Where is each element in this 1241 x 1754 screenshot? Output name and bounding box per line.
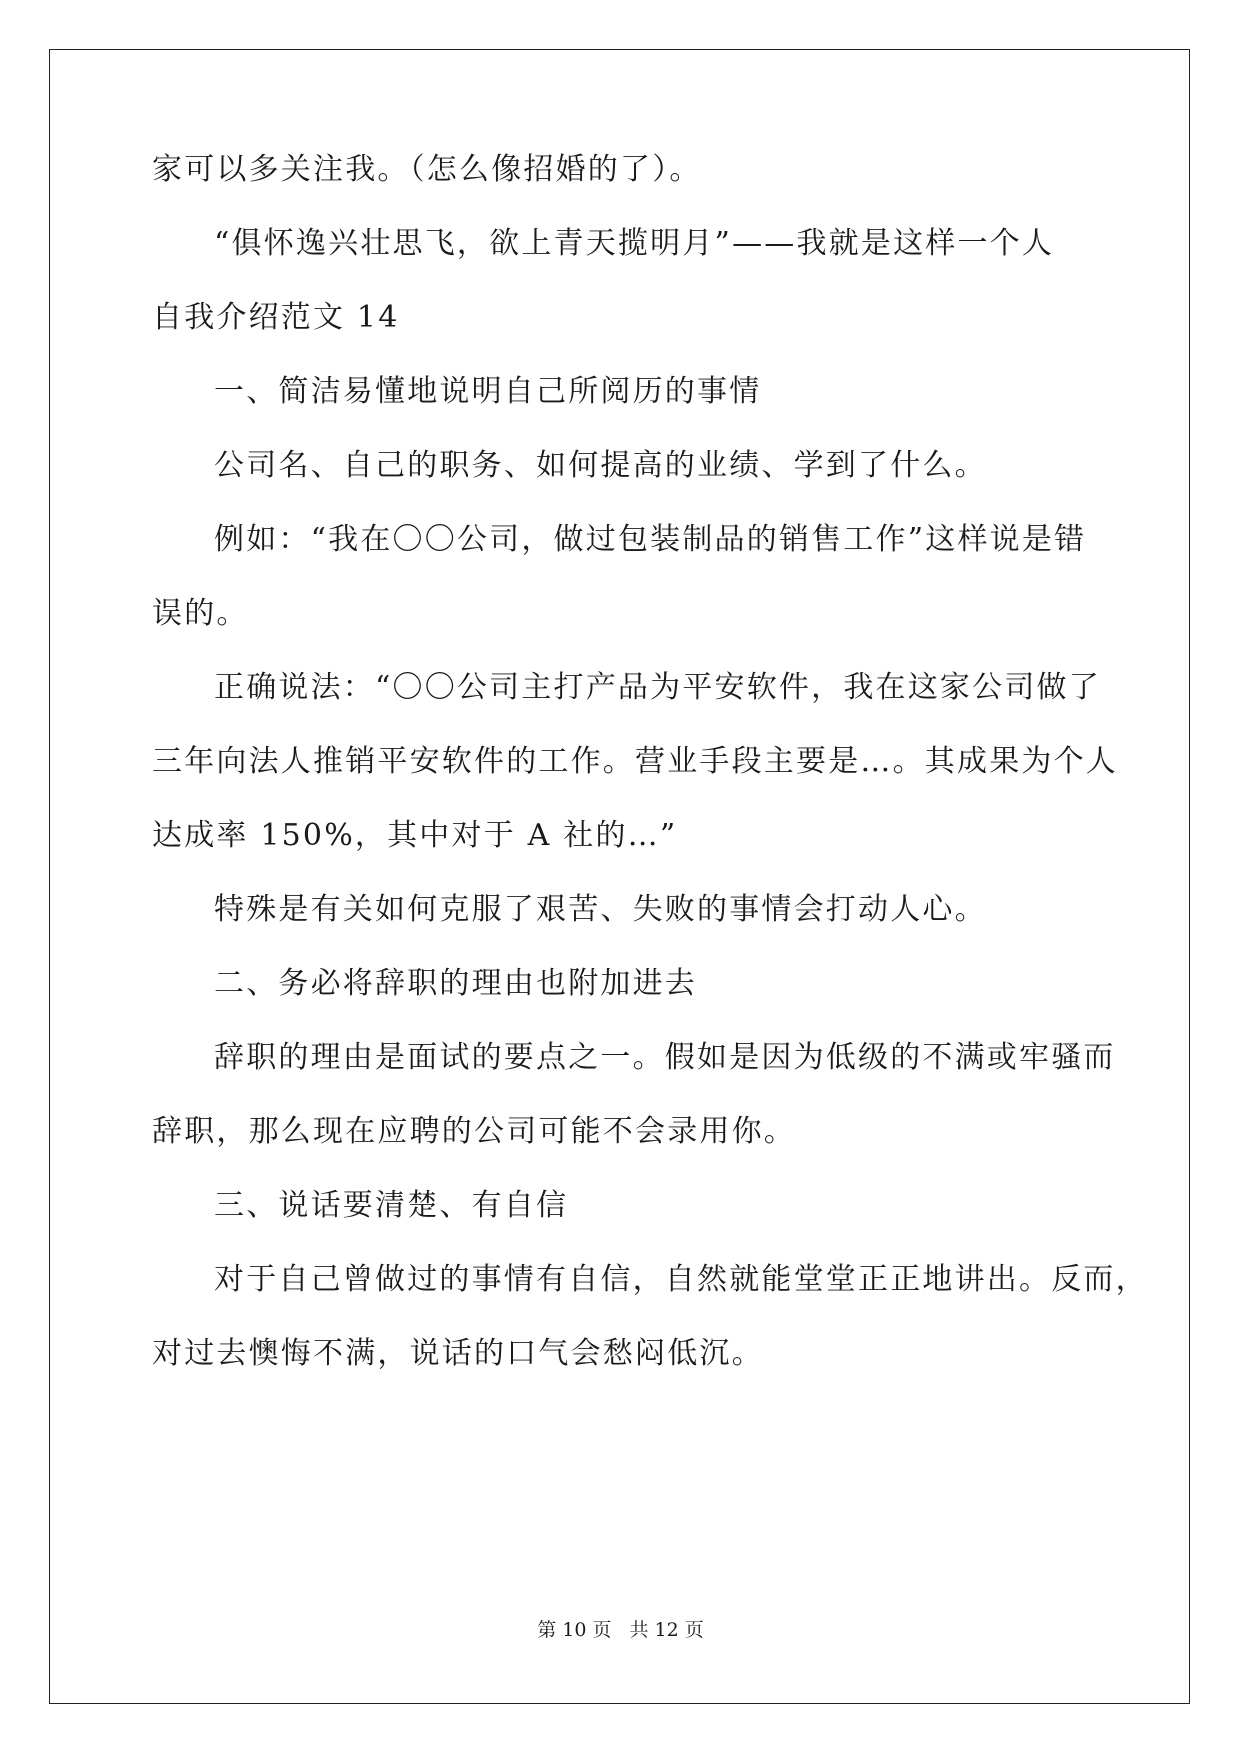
heading-two: 二、务必将辞职的理由也附加进去: [214, 966, 697, 1001]
section-title: 自我介绍范文 14: [152, 300, 400, 335]
quote-line: “俱怀逸兴壮思飞，欲上青天揽明月”——我就是这样一个人: [214, 226, 1055, 261]
paragraph-line: 家可以多关注我。（怎么像招婚的了）。: [152, 152, 702, 187]
heading-three: 三、说话要清楚、有自信: [214, 1188, 569, 1223]
heading-one: 一、简洁易懂地说明自己所阅历的事情: [214, 374, 762, 409]
paragraph-line: 辞职的理由是面试的要点之一。假如是因为低级的不满或牢骚而: [214, 1040, 1116, 1075]
paragraph-line: 辞职，那么现在应聘的公司可能不会录用你。: [152, 1114, 796, 1149]
page-footer: [0, 1618, 1241, 1642]
paragraph-line: 例如：“我在〇〇公司，做过包装制品的销售工作”这样说是错: [214, 522, 1087, 557]
paragraph-line: 对于自己曾做过的事情有自信，自然就能堂堂正正地讲出。反而，: [214, 1262, 1148, 1297]
paragraph-line: 特殊是有关如何克服了艰苦、失败的事情会打动人心。: [214, 892, 987, 927]
paragraph-line: 公司名、自己的职务、如何提高的业绩、学到了什么。: [214, 448, 987, 483]
paragraph-line: 三年向法人推销平安软件的工作。营业手段主要是…。其成果为个人: [152, 744, 1118, 779]
paragraph-line: 对过去懊悔不满，说话的口气会愁闷低沉。: [152, 1336, 764, 1371]
page-total: 共 12 页: [629, 1619, 704, 1641]
paragraph-line: 误的。: [152, 596, 249, 631]
page-number: 第 10 页: [537, 1619, 612, 1641]
paragraph-line: 正确说法：“〇〇公司主打产品为平安软件，我在这家公司做了: [214, 670, 1101, 705]
paragraph-line: 达成率 150%，其中对于 A 社的…”: [152, 818, 678, 853]
